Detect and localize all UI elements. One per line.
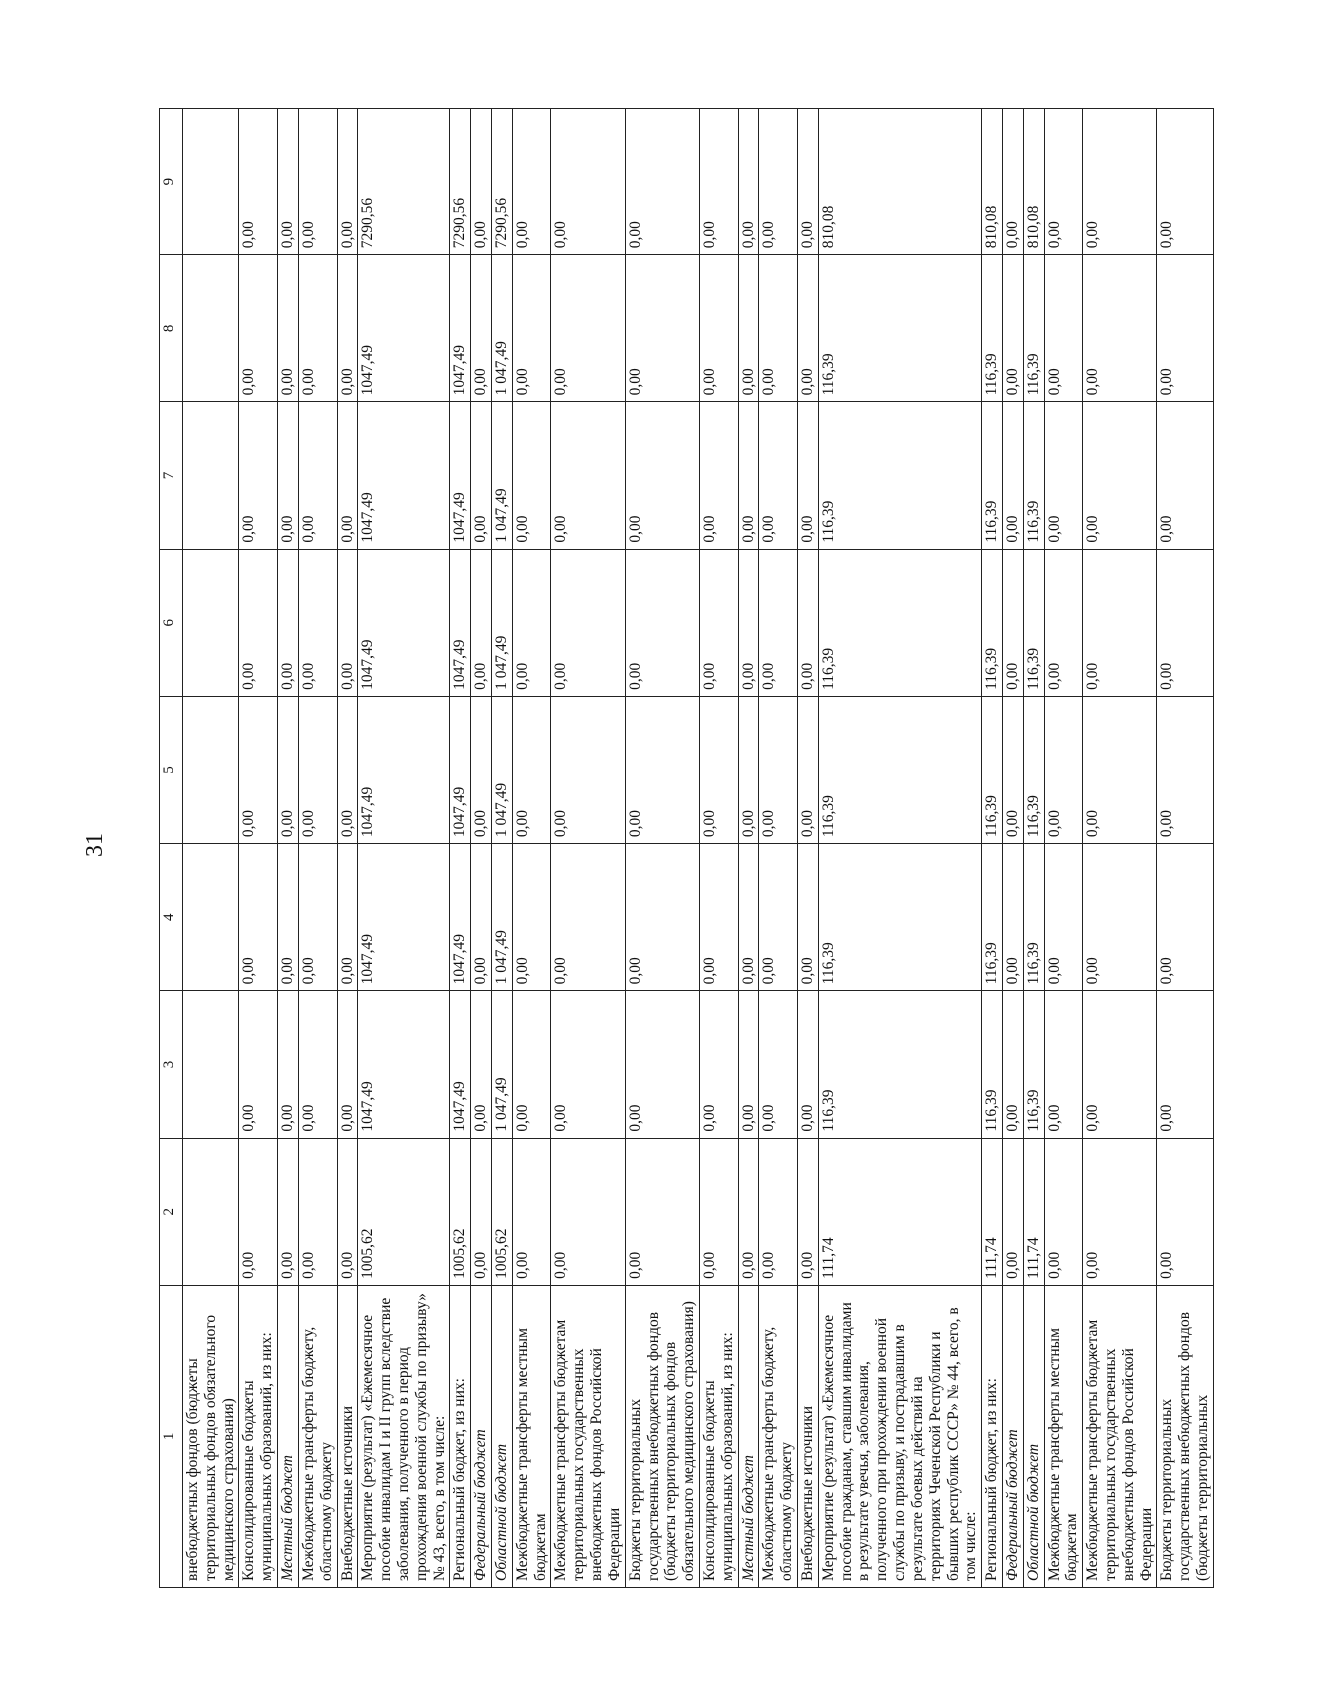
value-cell	[183, 991, 239, 1138]
table-row	[278, 109, 299, 1588]
row-label-cell: Консолидированные бюджеты муниципальных образований, из них:	[699, 1285, 738, 1587]
value-cell: 0,00	[1044, 696, 1083, 843]
value-cell: 0,00	[759, 844, 798, 991]
value-cell: 116,39	[818, 402, 981, 549]
value-cell: 116,39	[982, 696, 1003, 843]
value-cell: 0,00	[471, 255, 492, 402]
row-label-cell: Мероприятие (результат) «Ежемесячное пособие гражданам, ставшим инвалидами в результате увечья, заболевания, полученного при прохождении военной службы по призыву, и пострадавшим в результате боевых действий на территориях Чеченской Республики и бывших республик СССР» № 44, всего, в том числе:	[818, 1285, 981, 1587]
column-number-row	[160, 109, 183, 1588]
value-cell: 0,00	[625, 402, 699, 549]
page-number: 31	[82, 833, 108, 857]
value-cell: 0,00	[699, 109, 738, 255]
value-cell: 0,00	[1044, 991, 1083, 1138]
column-number-cell: 3	[160, 991, 183, 1138]
value-cell: 0,00	[1044, 109, 1083, 255]
value-cell: 0,00	[738, 549, 759, 696]
value-cell: 0,00	[471, 844, 492, 991]
table-row	[183, 109, 239, 1588]
value-cell: 0,00	[1083, 109, 1157, 255]
value-cell: 1047,49	[450, 696, 471, 843]
value-cell: 0,00	[278, 109, 299, 255]
table-row	[625, 109, 699, 1588]
value-cell: 0,00	[1157, 109, 1213, 255]
value-cell: 0,00	[337, 991, 358, 1138]
value-cell: 0,00	[1002, 549, 1023, 696]
value-cell: 0,00	[512, 255, 551, 402]
value-cell: 0,00	[239, 402, 278, 549]
value-cell: 0,00	[471, 402, 492, 549]
row-label-cell: Межбюджетные трансферты бюджетам территориальных государственных внебюджетных фондов Российской Федерации	[551, 1285, 625, 1587]
value-cell: 0,00	[1002, 109, 1023, 255]
value-cell: 1047,49	[358, 255, 450, 402]
value-cell: 0,00	[1157, 991, 1213, 1138]
value-cell: 0,00	[625, 109, 699, 255]
value-cell: 0,00	[512, 1138, 551, 1285]
value-cell: 0,00	[337, 1138, 358, 1285]
column-number-cell: 9	[160, 109, 183, 255]
table-row	[471, 109, 492, 1588]
value-cell: 116,39	[818, 696, 981, 843]
column-number-cell: 4	[160, 844, 183, 991]
value-cell: 0,00	[471, 991, 492, 1138]
value-cell: 0,00	[798, 844, 819, 991]
value-cell: 1005,62	[492, 1138, 513, 1285]
value-cell: 116,39	[1023, 844, 1044, 991]
value-cell: 0,00	[337, 696, 358, 843]
value-cell: 0,00	[337, 255, 358, 402]
value-cell: 0,00	[298, 549, 337, 696]
value-cell: 1047,49	[450, 549, 471, 696]
value-cell: 0,00	[551, 844, 625, 991]
value-cell: 0,00	[239, 255, 278, 402]
value-cell: 0,00	[1044, 1138, 1083, 1285]
row-label-cell: Бюджеты территориальных государственных внебюджетных фондов (бюджеты территориальных	[1157, 1285, 1213, 1587]
value-cell: 0,00	[471, 549, 492, 696]
value-cell: 0,00	[298, 1138, 337, 1285]
value-cell: 0,00	[798, 1138, 819, 1285]
value-cell: 0,00	[278, 696, 299, 843]
value-cell: 0,00	[699, 402, 738, 549]
row-label-cell: внебюджетных фондов (бюджеты территориальных фондов обязательного медицинского страхования)	[183, 1285, 239, 1587]
value-cell: 0,00	[551, 255, 625, 402]
table-row	[798, 109, 819, 1588]
row-label-cell: Межбюджетные трансферты местным бюджетам	[512, 1285, 551, 1587]
value-cell: 0,00	[759, 549, 798, 696]
value-cell: 1047,49	[358, 696, 450, 843]
row-label-cell: Консолидированные бюджеты муниципальных образований, из них:	[239, 1285, 278, 1587]
value-cell: 0,00	[1157, 1138, 1213, 1285]
rotated-table-container	[159, 108, 1329, 1588]
value-cell: 810,08	[1023, 109, 1044, 255]
value-cell: 0,00	[239, 991, 278, 1138]
value-cell: 0,00	[699, 696, 738, 843]
value-cell: 0,00	[337, 549, 358, 696]
value-cell: 1047,49	[450, 844, 471, 991]
budget-table	[159, 108, 1214, 1588]
row-label-cell: Федеральный бюджет	[471, 1285, 492, 1587]
value-cell: 0,00	[1002, 1138, 1023, 1285]
value-cell: 1047,49	[358, 991, 450, 1138]
value-cell: 1047,49	[450, 991, 471, 1138]
value-cell: 0,00	[551, 696, 625, 843]
value-cell: 0,00	[512, 696, 551, 843]
value-cell: 0,00	[471, 1138, 492, 1285]
value-cell: 111,74	[818, 1138, 981, 1285]
value-cell: 0,00	[298, 844, 337, 991]
value-cell: 1 047,49	[492, 549, 513, 696]
value-cell: 0,00	[551, 1138, 625, 1285]
row-label-cell: Региональный бюджет, из них:	[450, 1285, 471, 1587]
row-label-cell: Межбюджетные трансферты бюджету, областному бюджету	[298, 1285, 337, 1587]
value-cell: 1 047,49	[492, 255, 513, 402]
value-cell: 0,00	[551, 549, 625, 696]
value-cell: 0,00	[1002, 255, 1023, 402]
value-cell: 1005,62	[450, 1138, 471, 1285]
value-cell	[183, 844, 239, 991]
value-cell: 0,00	[471, 109, 492, 255]
value-cell: 0,00	[798, 549, 819, 696]
value-cell: 0,00	[798, 109, 819, 255]
value-cell: 0,00	[798, 991, 819, 1138]
value-cell: 0,00	[1157, 402, 1213, 549]
column-number-cell: 1	[160, 1285, 183, 1587]
budget-table-body	[160, 109, 1214, 1588]
value-cell: 0,00	[512, 109, 551, 255]
value-cell: 111,74	[982, 1138, 1003, 1285]
value-cell: 1 047,49	[492, 696, 513, 843]
value-cell: 0,00	[699, 255, 738, 402]
row-label-cell: Бюджеты территориальных государственных внебюджетных фондов (бюджеты территориальных фондов обязательного медицинского страхования)	[625, 1285, 699, 1587]
value-cell: 116,39	[982, 991, 1003, 1138]
value-cell: 116,39	[818, 991, 981, 1138]
value-cell: 810,08	[818, 109, 981, 255]
value-cell: 116,39	[982, 549, 1003, 696]
value-cell: 810,08	[982, 109, 1003, 255]
value-cell: 0,00	[337, 109, 358, 255]
row-label-cell: Межбюджетные трансферты местным бюджетам	[1044, 1285, 1083, 1587]
table-row	[1023, 109, 1044, 1588]
table-row	[738, 109, 759, 1588]
table-row	[450, 109, 471, 1588]
value-cell: 0,00	[738, 1138, 759, 1285]
table-row	[759, 109, 798, 1588]
value-cell: 0,00	[1157, 549, 1213, 696]
value-cell	[183, 1138, 239, 1285]
value-cell: 0,00	[298, 696, 337, 843]
value-cell	[183, 549, 239, 696]
table-row	[492, 109, 513, 1588]
value-cell: 0,00	[625, 549, 699, 696]
value-cell: 0,00	[738, 109, 759, 255]
value-cell: 0,00	[759, 402, 798, 549]
value-cell: 0,00	[512, 402, 551, 549]
value-cell: 0,00	[298, 991, 337, 1138]
value-cell: 116,39	[982, 255, 1003, 402]
value-cell: 0,00	[625, 991, 699, 1138]
value-cell: 116,39	[982, 402, 1003, 549]
value-cell: 116,39	[818, 255, 981, 402]
value-cell: 0,00	[239, 696, 278, 843]
value-cell	[183, 109, 239, 255]
value-cell: 0,00	[1044, 402, 1083, 549]
value-cell: 1005,62	[358, 1138, 450, 1285]
row-label-cell: Федеральный бюджет	[1002, 1285, 1023, 1587]
column-number-cell: 2	[160, 1138, 183, 1285]
value-cell: 0,00	[337, 844, 358, 991]
value-cell: 0,00	[471, 696, 492, 843]
value-cell: 0,00	[298, 109, 337, 255]
value-cell: 116,39	[982, 844, 1003, 991]
table-row	[358, 109, 450, 1588]
value-cell: 116,39	[1023, 402, 1044, 549]
value-cell	[183, 402, 239, 549]
value-cell: 0,00	[625, 255, 699, 402]
value-cell: 0,00	[625, 844, 699, 991]
value-cell: 1047,49	[358, 549, 450, 696]
value-cell: 0,00	[1044, 844, 1083, 991]
row-label-cell: Межбюджетные трансферты бюджетам территориальных государственных внебюджетных фондов Российской Федерации	[1083, 1285, 1157, 1587]
value-cell: 0,00	[798, 402, 819, 549]
value-cell: 0,00	[759, 255, 798, 402]
value-cell: 0,00	[1002, 844, 1023, 991]
value-cell: 0,00	[278, 402, 299, 549]
value-cell: 0,00	[512, 844, 551, 991]
value-cell: 0,00	[738, 255, 759, 402]
value-cell: 0,00	[298, 255, 337, 402]
value-cell: 0,00	[798, 696, 819, 843]
value-cell: 7290,56	[358, 109, 450, 255]
value-cell: 0,00	[759, 109, 798, 255]
value-cell: 0,00	[1002, 696, 1023, 843]
column-number-cell: 7	[160, 402, 183, 549]
value-cell: 0,00	[1157, 696, 1213, 843]
value-cell: 111,74	[1023, 1138, 1044, 1285]
value-cell: 0,00	[512, 991, 551, 1138]
value-cell: 0,00	[759, 696, 798, 843]
value-cell: 0,00	[298, 402, 337, 549]
value-cell: 0,00	[239, 549, 278, 696]
value-cell: 0,00	[512, 549, 551, 696]
value-cell: 0,00	[699, 1138, 738, 1285]
row-label-cell: Областной бюджет	[492, 1285, 513, 1587]
value-cell: 0,00	[239, 844, 278, 991]
row-label-cell: Межбюджетные трансферты бюджету, областному бюджету	[759, 1285, 798, 1587]
row-label-cell: Областной бюджет	[1023, 1285, 1044, 1587]
table-row	[512, 109, 551, 1588]
value-cell: 0,00	[278, 1138, 299, 1285]
value-cell: 0,00	[551, 402, 625, 549]
value-cell: 116,39	[1023, 991, 1044, 1138]
column-number-cell: 5	[160, 696, 183, 843]
value-cell: 0,00	[239, 109, 278, 255]
value-cell: 0,00	[798, 255, 819, 402]
value-cell: 0,00	[738, 696, 759, 843]
table-row	[337, 109, 358, 1588]
value-cell: 0,00	[625, 1138, 699, 1285]
value-cell: 0,00	[759, 1138, 798, 1285]
value-cell: 0,00	[278, 991, 299, 1138]
value-cell	[183, 696, 239, 843]
value-cell: 7290,56	[492, 109, 513, 255]
table-row	[298, 109, 337, 1588]
value-cell: 0,00	[239, 1138, 278, 1285]
value-cell: 0,00	[1083, 255, 1157, 402]
value-cell: 0,00	[738, 991, 759, 1138]
value-cell: 116,39	[1023, 696, 1044, 843]
value-cell: 7290,56	[450, 109, 471, 255]
table-row	[982, 109, 1003, 1588]
column-number-cell: 8	[160, 255, 183, 402]
value-cell: 0,00	[1044, 255, 1083, 402]
value-cell: 0,00	[625, 696, 699, 843]
value-cell: 0,00	[1083, 696, 1157, 843]
value-cell	[183, 255, 239, 402]
row-label-cell: Мероприятие (результат) «Ежемесячное пособие инвалидам I и II групп вследствие заболевания, полученного в период прохождения военной службы по призыву» № 43, всего, в том числе:	[358, 1285, 450, 1587]
value-cell: 1 047,49	[492, 402, 513, 549]
value-cell: 116,39	[1023, 549, 1044, 696]
value-cell: 1047,49	[450, 255, 471, 402]
value-cell: 0,00	[699, 549, 738, 696]
row-label-cell: Местный бюджет	[738, 1285, 759, 1587]
value-cell: 0,00	[278, 844, 299, 991]
value-cell: 0,00	[337, 402, 358, 549]
value-cell: 0,00	[551, 991, 625, 1138]
value-cell: 0,00	[699, 844, 738, 991]
value-cell: 0,00	[738, 844, 759, 991]
value-cell: 1047,49	[358, 844, 450, 991]
table-row	[699, 109, 738, 1588]
value-cell: 0,00	[1083, 549, 1157, 696]
table-row	[1083, 109, 1157, 1588]
value-cell: 0,00	[1083, 1138, 1157, 1285]
value-cell: 0,00	[738, 402, 759, 549]
value-cell: 0,00	[1157, 255, 1213, 402]
value-cell: 1047,49	[358, 402, 450, 549]
value-cell: 0,00	[278, 549, 299, 696]
row-label-cell: Внебюджетные источники	[798, 1285, 819, 1587]
value-cell: 0,00	[699, 991, 738, 1138]
value-cell: 0,00	[551, 109, 625, 255]
value-cell: 0,00	[278, 255, 299, 402]
table-row	[818, 109, 981, 1588]
value-cell: 0,00	[1002, 402, 1023, 549]
row-label-cell: Местный бюджет	[278, 1285, 299, 1587]
value-cell: 1047,49	[450, 402, 471, 549]
row-label-cell: Региональный бюджет, из них:	[982, 1285, 1003, 1587]
table-row	[1044, 109, 1083, 1588]
value-cell: 116,39	[1023, 255, 1044, 402]
value-cell: 1 047,49	[492, 844, 513, 991]
value-cell: 116,39	[818, 549, 981, 696]
value-cell: 0,00	[1083, 844, 1157, 991]
table-row	[239, 109, 278, 1588]
value-cell: 0,00	[1044, 549, 1083, 696]
table-row	[1157, 109, 1213, 1588]
value-cell: 0,00	[1002, 991, 1023, 1138]
value-cell: 0,00	[1157, 844, 1213, 991]
row-label-cell: Внебюджетные источники	[337, 1285, 358, 1587]
table-row	[1002, 109, 1023, 1588]
column-number-cell: 6	[160, 549, 183, 696]
value-cell: 1 047,49	[492, 991, 513, 1138]
value-cell: 0,00	[759, 991, 798, 1138]
table-row	[551, 109, 625, 1588]
value-cell: 0,00	[1083, 402, 1157, 549]
value-cell: 0,00	[1083, 991, 1157, 1138]
value-cell: 116,39	[818, 844, 981, 991]
